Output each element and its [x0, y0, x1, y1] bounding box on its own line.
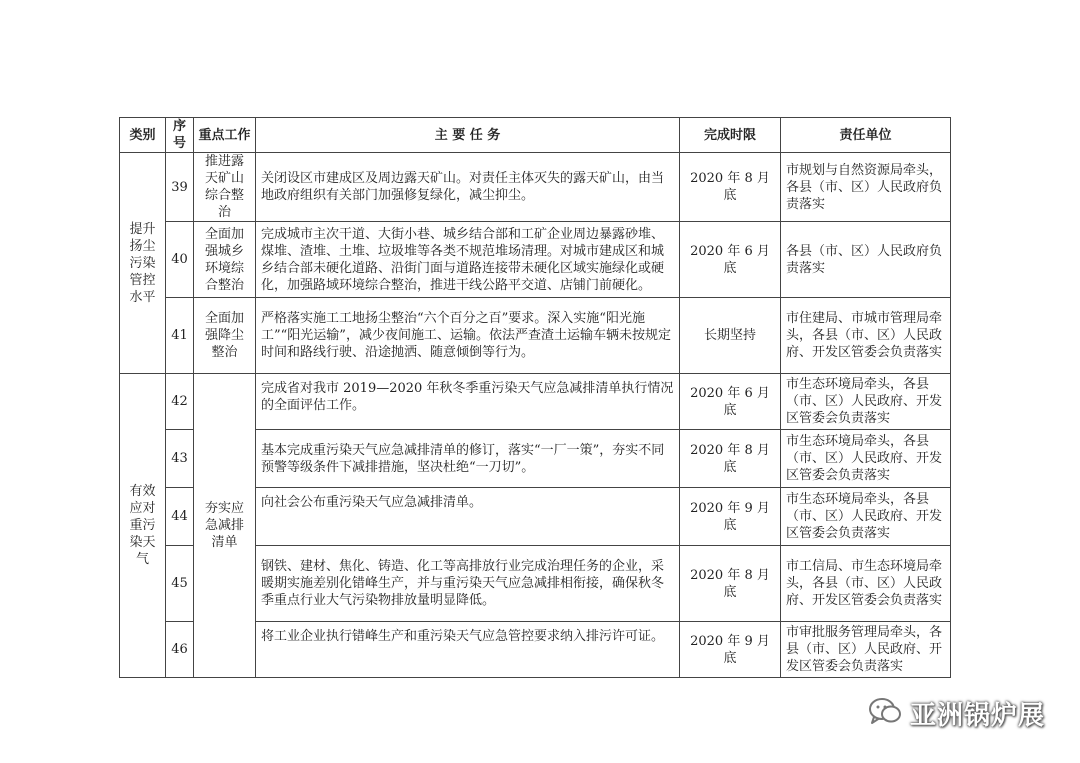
- wechat-icon: [868, 697, 902, 731]
- deadline-cell: 2020 年 9 月底: [680, 488, 781, 546]
- table-row: [120, 222, 951, 298]
- task-cell: 向社会公布重污染天气应急减排清单。: [256, 488, 680, 546]
- responsible-cell: 市审批服务管理局牵头，各县（市、区）人民政府、开发区管委会负责落实: [781, 622, 951, 678]
- deadline-cell: 长期坚持: [680, 298, 781, 374]
- header-key-work: 重点工作: [194, 118, 256, 153]
- number-cell: 39: [166, 153, 194, 222]
- responsible-cell: 市住建局、市城市管理局牵头，各县（市、区）人民政府、开发区管委会负责落实: [781, 298, 951, 374]
- task-cell: 将工业企业执行错峰生产和重污染天气应急管控要求纳入排污许可证。: [256, 622, 680, 678]
- key-work-cell: 全面加强城乡环境综合整治: [194, 222, 256, 298]
- table-header-row: [120, 118, 951, 153]
- responsible-cell: 市工信局、市生态环境局牵头，各县（市、区）人民政府、开发区管委会负责落实: [781, 546, 951, 622]
- number-cell: 41: [166, 298, 194, 374]
- key-work-cell: 推进露天矿山综合整治: [194, 153, 256, 222]
- category-cell: 有效应对重污染天气: [120, 374, 166, 678]
- header-number: 序号: [166, 118, 194, 153]
- table-row: [120, 153, 951, 222]
- responsible-cell: 市规划与自然资源局牵头，各县（市、区）人民政府负责落实: [781, 153, 951, 222]
- number-cell: 40: [166, 222, 194, 298]
- number-cell: 42: [166, 374, 194, 430]
- task-cell: 基本完成重污染天气应急减排清单的修订，落实“一厂一策”，夯实不同预警等级条件下减排措施，坚决杜绝“一刀切”。: [256, 430, 680, 488]
- category-cell: 提升扬尘污染管控水平: [120, 153, 166, 374]
- deadline-cell: 2020 年 6 月底: [680, 222, 781, 298]
- header-deadline: 完成时限: [680, 118, 781, 153]
- number-cell: 44: [166, 488, 194, 546]
- deadline-cell: 2020 年 9 月底: [680, 622, 781, 678]
- key-work-cell: 夯实应急减排清单: [194, 374, 256, 678]
- header-main-task: 主 要 任 务: [256, 118, 680, 153]
- task-cell: 钢铁、建材、焦化、铸造、化工等高排放行业完成治理任务的企业，采暖期实施差别化错峰生产，并与重污染天气应急减排相衔接，确保秋冬季重点行业大气污染物排放量明显降低。: [256, 546, 680, 622]
- number-cell: 43: [166, 430, 194, 488]
- responsible-cell: 市生态环境局牵头，各县（市、区）人民政府、开发区管委会负责落实: [781, 488, 951, 546]
- deadline-cell: 2020 年 8 月底: [680, 153, 781, 222]
- task-cell: 完成省对我市 2019—2020 年秋冬季重污染天气应急减排清单执行情况的全面评估工作。: [256, 374, 680, 430]
- task-table: [119, 117, 951, 678]
- task-cell: 严格落实施工工地扬尘整治“六个百分之百”要求。深入实施“阳光施工”“阳光运输”，减少夜间施工、运输。依法严查渣土运输车辆未按规定时间和路线行驶、沿途抛洒、随意倾倒等行为。: [256, 298, 680, 374]
- responsible-cell: 市生态环境局牵头，各县（市、区）人民政府、开发区管委会负责落实: [781, 430, 951, 488]
- deadline-cell: 2020 年 8 月底: [680, 546, 781, 622]
- number-cell: 45: [166, 546, 194, 622]
- deadline-cell: 2020 年 6 月底: [680, 374, 781, 430]
- watermark-text: 亚洲锅炉展: [910, 701, 1046, 731]
- task-cell: 完成城市主次干道、大街小巷、城乡结合部和工矿企业周边暴露砂堆、煤堆、渣堆、土堆、垃圾堆等各类不规范堆场清理。对城市建成区和城乡结合部未硬化道路、沿街门面与道路连接带未硬化区域实施绿化或硬化，加强路域环境综合整治，推进干线公路平交道、店铺门前硬化。: [256, 222, 680, 298]
- number-cell: 46: [166, 622, 194, 678]
- table-row: [120, 374, 951, 430]
- header-category: 类别: [120, 118, 166, 153]
- task-cell: 关闭设区市建成区及周边露天矿山。对责任主体灭失的露天矿山，由当地政府组织有关部门加强修复绿化，减尘抑尘。: [256, 153, 680, 222]
- deadline-cell: 2020 年 8 月底: [680, 430, 781, 488]
- header-responsible: 责任单位: [781, 118, 951, 153]
- responsible-cell: 各县（市、区）人民政府负责落实: [781, 222, 951, 298]
- watermark: [868, 695, 1045, 732]
- key-work-cell: 全面加强降尘整治: [194, 298, 256, 374]
- responsible-cell: 市生态环境局牵头，各县（市、区）人民政府、开发区管委会负责落实: [781, 374, 951, 430]
- table-row: [120, 298, 951, 374]
